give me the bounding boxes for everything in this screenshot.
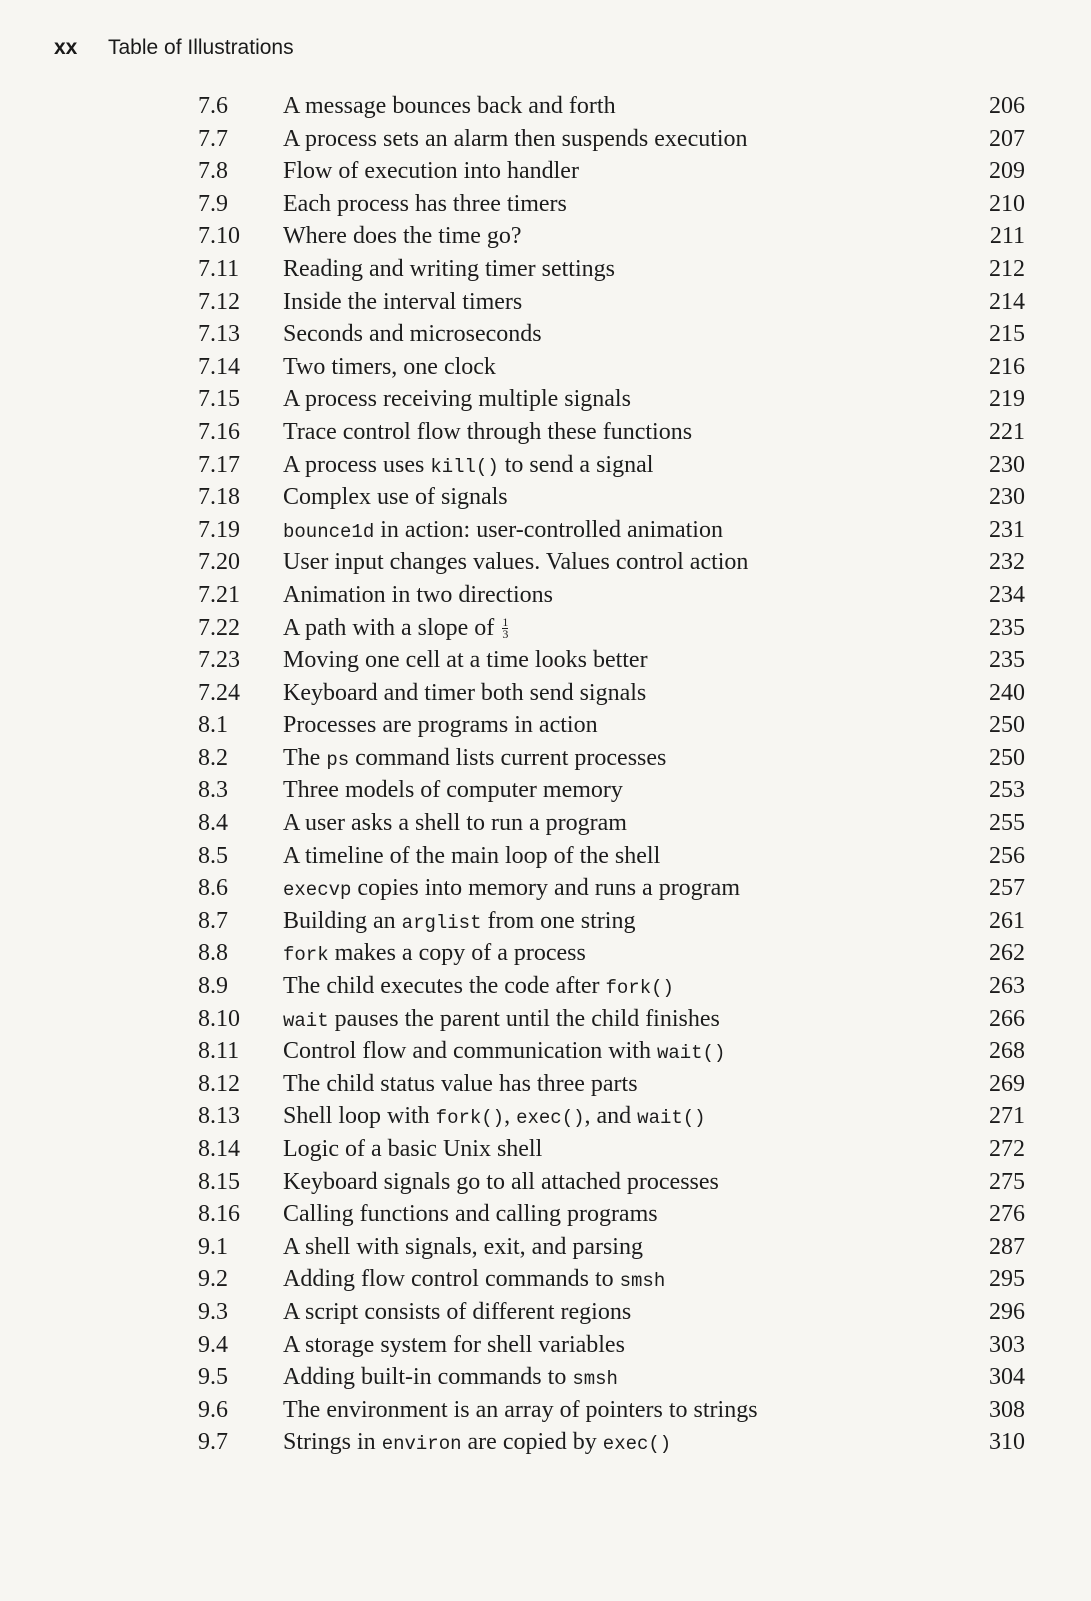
page-number: 234	[989, 581, 1025, 608]
caption-text: Inside the interval timers	[283, 288, 523, 315]
page-number: 253	[989, 777, 1025, 804]
page-number: 221	[989, 418, 1025, 445]
caption-text: The child status value has three parts	[283, 1070, 638, 1097]
caption-text: Trace control flow through these functions	[283, 418, 693, 445]
code-term: kill()	[430, 455, 499, 478]
figure-number: 7.13	[198, 321, 240, 348]
figure-number: 8.11	[198, 1038, 240, 1065]
illustration-entry	[0, 1329, 1091, 1362]
illustration-entry	[0, 1231, 1091, 1264]
page-number: 206	[989, 93, 1025, 119]
illustration-entry	[0, 644, 1091, 677]
illustration-entry	[0, 742, 1091, 775]
page-header	[54, 36, 294, 60]
figure-caption	[283, 90, 616, 123]
caption-text: Reading and writing timer settings	[283, 255, 615, 282]
caption-text: Calling functions and calling programs	[283, 1201, 658, 1228]
caption-text: Two timers, one clock	[283, 353, 496, 380]
figure-number: 9.5	[198, 1364, 228, 1391]
caption-text: Control flow and communication with	[283, 1038, 657, 1065]
figure-caption	[283, 742, 666, 777]
figure-caption	[283, 416, 692, 449]
illustration-entry	[0, 970, 1091, 1003]
caption-text: The child executes the code after	[283, 973, 606, 1000]
caption-text: from one string	[481, 907, 636, 934]
page-number: 269	[989, 1070, 1025, 1097]
figure-number: 7.16	[198, 418, 240, 445]
figure-number: 7.20	[198, 549, 240, 576]
page-number: 250	[989, 744, 1025, 771]
page-number: 263	[989, 973, 1025, 1000]
figure-number: 8.12	[198, 1070, 240, 1097]
figure-caption	[283, 155, 579, 188]
illustration-entry	[0, 1166, 1091, 1199]
figure-number: 7.14	[198, 353, 240, 380]
page-number: 255	[989, 810, 1025, 837]
code-term: smsh	[572, 1368, 618, 1391]
figure-number: 7.19	[198, 516, 240, 543]
figure-caption	[283, 383, 631, 416]
figure-caption	[283, 709, 598, 742]
figure-number: 8.4	[198, 810, 228, 837]
caption-text: Moving one cell at a time looks better	[283, 647, 648, 674]
page-number: 214	[989, 288, 1025, 315]
illustration-entry	[0, 220, 1091, 253]
code-term: wait()	[656, 1042, 726, 1065]
figure-caption	[283, 1035, 725, 1070]
caption-text: Complex use of signals	[283, 484, 508, 511]
figure-number: 7.23	[198, 647, 240, 674]
illustration-entry	[0, 1100, 1091, 1133]
caption-text: Keyboard signals go to all attached processes	[283, 1168, 719, 1195]
figure-number: 8.14	[198, 1136, 240, 1162]
figure-caption	[283, 1166, 719, 1199]
page-number: 230	[989, 484, 1025, 511]
illustration-entry	[0, 1068, 1091, 1101]
page-number: 216	[989, 353, 1025, 380]
figure-caption	[283, 351, 496, 384]
page-number: 212	[989, 255, 1025, 282]
caption-text: Where does the time go?	[283, 223, 522, 250]
figure-number: 7.11	[198, 255, 240, 282]
figure-number: 8.15	[198, 1168, 240, 1195]
caption-text: Animation in two directions	[283, 581, 553, 608]
caption-text: ,	[504, 1103, 517, 1130]
code-term: ps	[326, 748, 350, 771]
figure-caption	[283, 253, 615, 286]
illustration-entry	[0, 514, 1091, 547]
page-number: 295	[989, 1266, 1025, 1293]
caption-text: Each process has three timers	[283, 190, 567, 217]
figure-caption	[283, 1068, 638, 1101]
illustration-entry	[0, 872, 1091, 905]
figure-caption	[283, 449, 653, 484]
figure-caption	[283, 840, 660, 873]
caption-text: , and	[584, 1103, 638, 1130]
illustration-entry	[0, 612, 1091, 645]
figure-number: 9.2	[198, 1266, 228, 1293]
illustration-entry	[0, 937, 1091, 970]
figure-caption	[283, 644, 648, 677]
caption-text: are copied by	[461, 1429, 603, 1456]
caption-text: to send a signal	[498, 451, 654, 478]
page-number: 231	[989, 516, 1025, 543]
caption-text: pauses the parent until the child finishes	[328, 1005, 720, 1032]
caption-text: A user asks a shell to run a program	[283, 810, 627, 837]
page-number: 266	[989, 1005, 1025, 1032]
figure-number: 7.21	[198, 581, 240, 608]
figure-caption	[283, 612, 508, 645]
page-number: 235	[989, 614, 1025, 641]
figure-number: 9.7	[198, 1429, 228, 1456]
figure-number: 8.3	[198, 777, 228, 804]
figure-number: 7.12	[198, 288, 240, 315]
caption-text: A timeline of the main loop of the shell	[283, 842, 661, 869]
figure-caption	[283, 1426, 671, 1461]
code-term: wait	[283, 1009, 329, 1032]
figure-caption	[283, 970, 674, 1005]
figure-caption	[283, 123, 748, 156]
figure-number: 7.8	[198, 158, 228, 185]
figure-number: 9.3	[198, 1298, 228, 1325]
caption-text: Adding flow control commands to	[283, 1266, 620, 1293]
code-term: exec()	[516, 1107, 585, 1130]
caption-text: Logic of a basic Unix shell	[283, 1136, 543, 1162]
caption-text: copies into memory and runs a program	[351, 875, 740, 902]
figure-number: 8.8	[198, 940, 228, 967]
page-number: 303	[989, 1331, 1025, 1358]
figure-number: 8.2	[198, 744, 228, 771]
caption-text: A path with a slope of	[283, 614, 501, 641]
fraction-numerator: 1	[502, 615, 509, 630]
caption-text: Processes are programs in action	[283, 712, 598, 739]
illustration-entry	[0, 155, 1091, 188]
code-term: execvp	[283, 879, 352, 902]
caption-text: A shell with signals, exit, and parsing	[283, 1233, 643, 1260]
figure-caption	[283, 579, 553, 612]
figure-caption	[283, 937, 586, 972]
code-term: fork()	[605, 977, 674, 1000]
illustration-entry	[0, 677, 1091, 710]
page-number: 272	[989, 1136, 1025, 1162]
figure-caption	[283, 774, 623, 807]
running-title: Table of Illustrations	[108, 36, 294, 59]
page-number: 308	[989, 1396, 1025, 1423]
page-number: 211	[989, 223, 1025, 250]
page-number: 310	[989, 1429, 1025, 1456]
illustration-entry	[0, 351, 1091, 384]
fraction	[502, 617, 508, 640]
figure-caption	[283, 481, 508, 514]
illustration-entry	[0, 449, 1091, 482]
illustration-entry	[0, 481, 1091, 514]
figure-caption	[283, 1231, 643, 1264]
illustration-entry	[0, 1263, 1091, 1296]
figure-number: 7.6	[198, 93, 228, 119]
illustration-entry	[0, 905, 1091, 938]
caption-text: A storage system for shell variables	[283, 1331, 625, 1358]
code-term: arglist	[401, 911, 482, 934]
code-term: fork()	[435, 1107, 505, 1130]
illustration-entry	[0, 774, 1091, 807]
caption-text: Strings in	[283, 1429, 382, 1456]
figure-number: 7.17	[198, 451, 240, 478]
caption-text: Shell loop with	[283, 1103, 436, 1130]
figure-caption	[283, 546, 748, 579]
illustration-entry	[0, 416, 1091, 449]
illustration-entry	[0, 253, 1091, 286]
figure-number: 8.5	[198, 842, 228, 869]
figure-number: 9.1	[198, 1233, 228, 1260]
caption-text: A process sets an alarm then suspends execution	[283, 125, 748, 152]
figure-caption	[283, 318, 542, 351]
code-term: bounce1d	[283, 520, 375, 543]
caption-text: The environment is an array of pointers to strings	[283, 1396, 758, 1423]
code-term: fork	[283, 944, 329, 967]
page-number: 271	[989, 1103, 1025, 1130]
figure-caption	[283, 1296, 631, 1329]
figure-number: 9.4	[198, 1331, 228, 1358]
figure-number: 7.22	[198, 614, 240, 641]
illustration-entry	[0, 188, 1091, 221]
page-number: 207	[989, 125, 1025, 152]
page-number: 210	[989, 190, 1025, 217]
figure-caption	[283, 1133, 542, 1166]
figure-caption	[283, 807, 627, 840]
figure-number: 8.9	[198, 973, 228, 1000]
page-number: 261	[989, 907, 1025, 934]
figure-number: 7.7	[198, 125, 228, 152]
caption-text: Three models of computer memory	[283, 777, 623, 804]
figure-number: 7.15	[198, 386, 240, 413]
illustration-entry	[0, 1035, 1091, 1068]
figure-caption	[283, 872, 740, 907]
caption-text: Seconds and microseconds	[283, 321, 542, 348]
figure-caption	[283, 1198, 658, 1231]
illustration-entry	[0, 90, 1091, 123]
page-number: 268	[989, 1038, 1025, 1065]
illustration-entry	[0, 1296, 1091, 1329]
page-number: 240	[989, 679, 1025, 706]
figure-number: 9.6	[198, 1396, 228, 1423]
illustration-entry	[0, 286, 1091, 319]
caption-text: Flow of execution into handler	[283, 158, 579, 185]
caption-text: A message bounces back and forth	[283, 93, 616, 119]
illustration-entry	[0, 1003, 1091, 1036]
page-number: 304	[989, 1364, 1025, 1391]
figure-caption	[283, 188, 567, 221]
figure-number: 8.7	[198, 907, 228, 934]
code-term: smsh	[619, 1270, 666, 1293]
caption-text: Adding built-in commands to	[283, 1364, 573, 1391]
fraction-denominator: 3	[502, 627, 509, 642]
caption-text: Building an	[283, 907, 402, 934]
illustration-entry	[0, 123, 1091, 156]
code-term: exec()	[602, 1433, 672, 1456]
caption-text: User input changes values. Values control action	[283, 549, 749, 576]
caption-text: A script consists of different regions	[283, 1298, 632, 1325]
figure-caption	[283, 1003, 720, 1038]
illustration-entry	[0, 318, 1091, 351]
page-number: 215	[989, 321, 1025, 348]
caption-text: command lists current processes	[349, 744, 667, 771]
figure-caption	[283, 677, 646, 710]
caption-text: A process receiving multiple signals	[283, 386, 631, 413]
figure-caption	[283, 1361, 618, 1396]
illustration-entry	[0, 1426, 1091, 1459]
illustration-entry	[0, 1361, 1091, 1394]
code-term: wait()	[637, 1107, 706, 1130]
page-number: 235	[989, 647, 1025, 674]
figure-number: 7.10	[198, 223, 240, 250]
figure-caption	[283, 1329, 625, 1362]
figure-number: 8.16	[198, 1201, 240, 1228]
figure-number: 8.10	[198, 1005, 240, 1032]
caption-text: makes a copy of a process	[328, 940, 586, 967]
figure-caption	[283, 905, 635, 940]
page-number: 256	[989, 842, 1025, 869]
illustration-entry	[0, 840, 1091, 873]
figure-number: 7.24	[198, 679, 240, 706]
page-number: 232	[989, 549, 1025, 576]
figure-caption	[283, 1263, 665, 1298]
figure-number: 8.6	[198, 875, 228, 902]
page-number: 296	[989, 1298, 1025, 1325]
figure-number: 8.13	[198, 1103, 240, 1130]
page-number: 219	[989, 386, 1025, 413]
caption-text: The	[283, 744, 327, 771]
illustration-entry	[0, 709, 1091, 742]
page-number: 287	[989, 1233, 1025, 1260]
illustration-entry	[0, 579, 1091, 612]
caption-text: in action: user-controlled animation	[374, 516, 723, 543]
page-number: 275	[989, 1168, 1025, 1195]
illustration-list	[0, 90, 1091, 1459]
caption-text: Keyboard and timer both send signals	[283, 679, 647, 706]
illustration-entry	[0, 1133, 1091, 1166]
page-number: 262	[989, 940, 1025, 967]
figure-caption	[283, 220, 522, 253]
page-number: 250	[989, 712, 1025, 739]
illustration-entry	[0, 1394, 1091, 1427]
figure-caption	[283, 1100, 706, 1135]
figure-number: 7.18	[198, 484, 240, 511]
page-number: 257	[989, 875, 1025, 902]
page-number: 230	[989, 451, 1025, 478]
page-number: 276	[989, 1201, 1025, 1228]
figure-number: 7.9	[198, 190, 228, 217]
figure-caption	[283, 1394, 758, 1427]
figure-caption	[283, 286, 522, 319]
illustration-entry	[0, 807, 1091, 840]
page-number: 209	[989, 158, 1025, 185]
illustration-entry	[0, 1198, 1091, 1231]
illustration-entry	[0, 383, 1091, 416]
page-folio: xx	[54, 36, 78, 59]
figure-number: 8.1	[198, 712, 228, 739]
caption-text: A process uses	[283, 451, 431, 478]
figure-caption	[283, 514, 723, 549]
code-term: environ	[381, 1433, 462, 1456]
illustration-entry	[0, 546, 1091, 579]
